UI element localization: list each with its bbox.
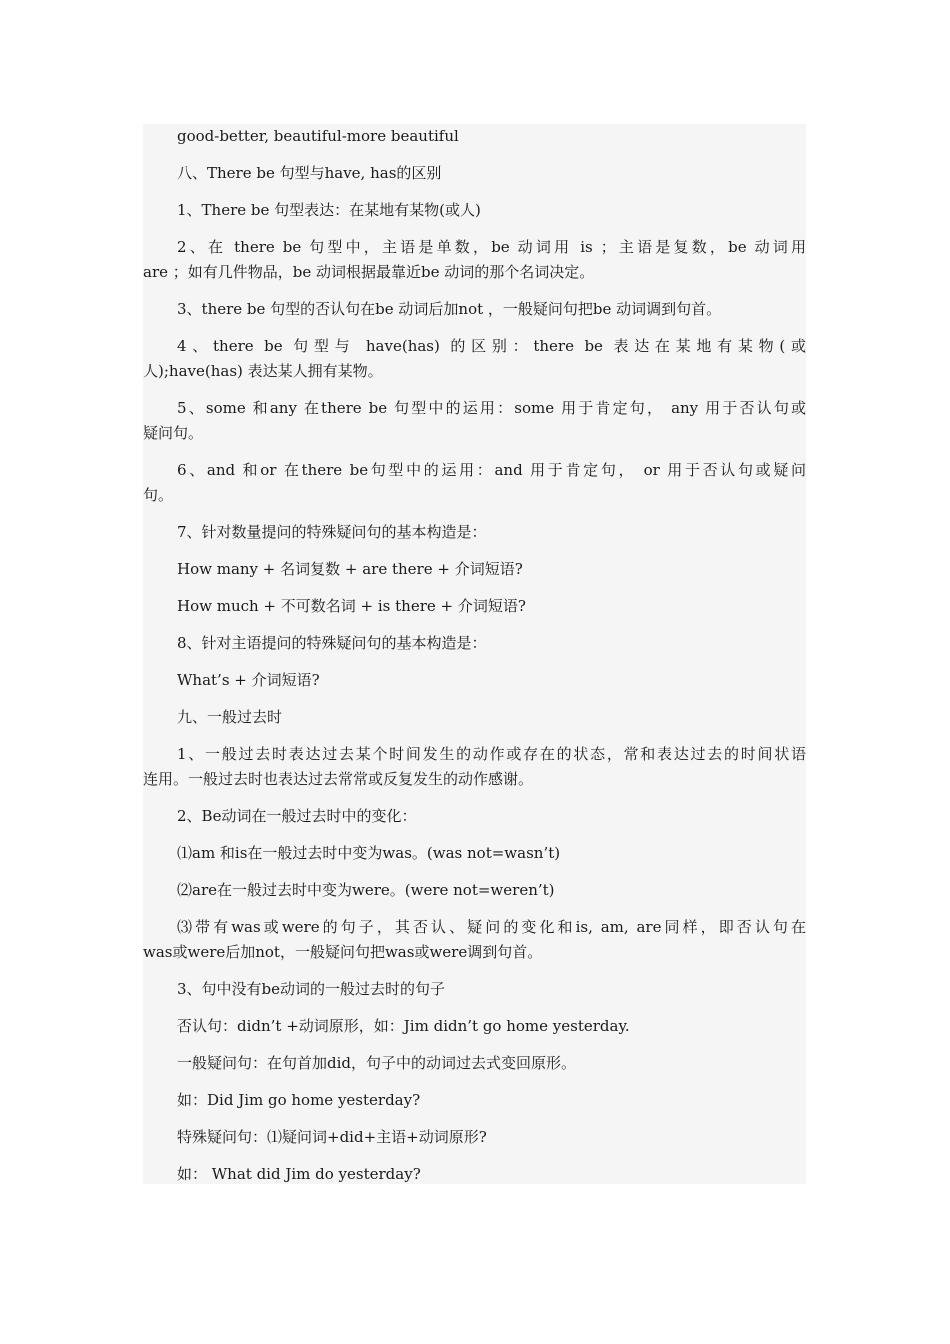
text-line: How much + 不可数名词 + is there + 介词短语? [177,597,526,615]
text-line: 6、and 和or 在there be句型中的运用：and 用于肯定句， or 用于否认句或疑问 [177,461,806,479]
text-line: ⑶带有was或were的句子，其否认、疑问的变化和is, am, are同样，即否认句在 [177,918,806,936]
text-line: 连用。一般过去时也表达过去常常或反复发生的动作感谢。 [143,770,534,788]
text-line: 句。 [143,486,174,504]
text-line: 人);have(has) 表达某人拥有某物。 [143,362,383,380]
text-line: 1、There be 句型表达：在某地有某物(或人) [177,201,481,219]
text-line: 4、there be 句型与 have(has) 的区别：there be 表达在某地有某物(或 [177,337,806,355]
text-line: 否认句：didn’t +动词原形，如：Jim didn’t go home yesterday. [177,1017,630,1035]
text-line: 疑问句。 [143,424,204,442]
text-line: 7、针对数量提问的特殊疑问句的基本构造是： [177,523,487,541]
text-line: 特殊疑问句：⑴疑问词+did+主语+动词原形? [177,1128,487,1146]
text-line: are ；如有几件物品，be 动词根据最靠近be 动词的那个名词决定。 [143,263,595,281]
text-line: 一般疑问句：在句首加did，句子中的动词过去式变回原形。 [177,1054,577,1072]
text-line: ⑴am 和is在一般过去时中变为was。(was not=wasn’t) [177,844,561,862]
text-line: What’s + 介词短语? [177,671,320,689]
text-line-comparatives: good-better, beautiful-more beautiful [177,127,459,145]
text-line: 2、在 there be 句型中，主语是单数，be 动词用 is ；主语是复数，be 动词用 [177,238,806,256]
text-line: How many + 名词复数 + are there + 介词短语? [177,560,523,578]
section-heading-past-tense: 九、一般过去时 [177,708,283,726]
text-line: 8、针对主语提问的特殊疑问句的基本构造是： [177,634,487,652]
section-heading-there-be: 八、There be 句型与have, has的区别 [177,164,442,182]
text-line: 如：Did Jim go home yesterday? [177,1091,421,1109]
document-page [143,124,806,1184]
text-line: 3、句中没有be动词的一般过去时的句子 [177,980,446,998]
text-line: 5、some 和any 在there be 句型中的运用：some 用于肯定句， any 用于否认句或 [177,399,806,417]
text-line: ⑵are在一般过去时中变为were。(were not=weren’t) [177,881,555,899]
text-line: 1、一般过去时表达过去某个时间发生的动作或存在的状态，常和表达过去的时间状语 [177,745,806,763]
text-line: 2、Be动词在一般过去时中的变化： [177,807,417,825]
text-line: 3、there be 句型的否认句在be 动词后加not ，一般疑问句把be 动词调到句首。 [177,300,722,318]
text-line: was或were后加not，一般疑问句把was或were调到句首。 [143,943,543,961]
text-line: 如： What did Jim do yesterday? [177,1165,421,1183]
